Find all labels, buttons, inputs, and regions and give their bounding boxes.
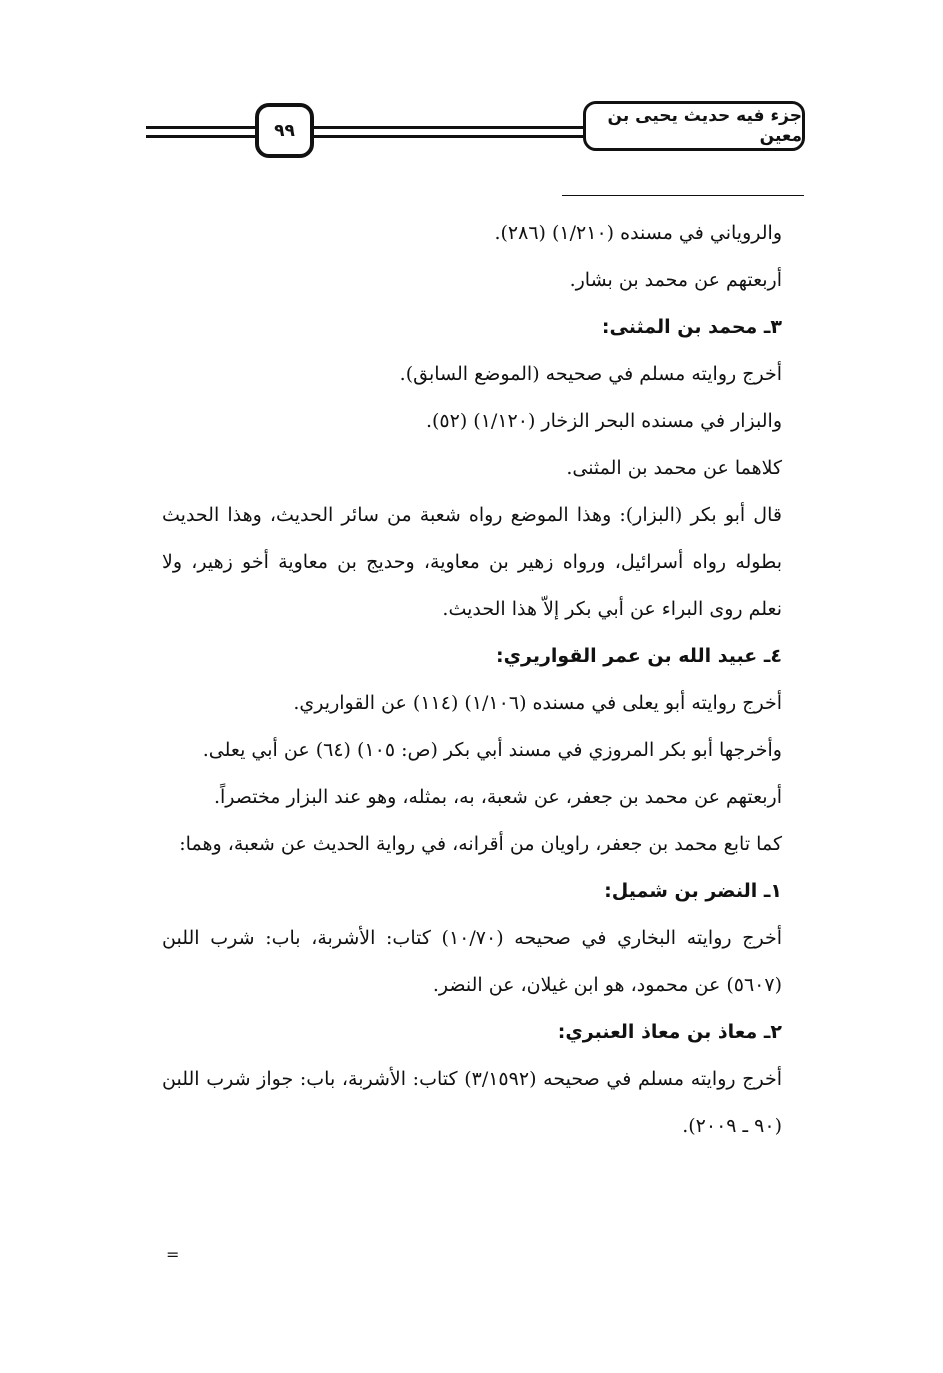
page-number: ٩٩	[255, 103, 314, 158]
header-rule-bottom	[146, 135, 586, 138]
paragraph: أخرج روايته مسلم في صحيحه (٣/١٥٩٢) كتاب: الأشربة، باب: جواز شرب اللبن (٩٠ ـ ٢٠٠٩).	[162, 1068, 782, 1137]
page-body	[162, 210, 782, 1150]
paragraph: قال أبو بكر (البزار): وهذا الموضع رواه شعبة من سائر الحديث، وهذا الحديث بطوله رواه أسرائيل، ورواه زهير بن معاوية، وحديج بن معاوية أخو زهير، ولا نعلم روى البراء عن أبي بكر إلاّ هذا الحديث.	[162, 504, 782, 620]
paragraph: أخرج روايته البخاري في صحيحه (١٠/٧٠) كتاب: الأشربة، باب: شرب اللبن (٥٦٠٧) عن محمود، هو ابن غيلان، عن النضر.	[162, 927, 782, 996]
paragraph: كما تابع محمد بن جعفر، راويان من أقرانه، في رواية الحديث عن شعبة، وهما:	[179, 833, 782, 855]
continuation-mark: =	[166, 1245, 180, 1264]
paragraph: أخرج روايته مسلم في صحيحه (الموضع السابق).	[399, 363, 782, 385]
paragraph: وأخرجها أبو بكر المروزي في مسند أبي بكر (ص: ١٠٥) (٦٤) عن أبي يعلى.	[202, 739, 782, 761]
paragraph: والروياني في مسنده (١/٢١٠) (٢٨٦).	[494, 222, 782, 244]
section-heading: ٤ـ عبيد الله بن عمر القواريري:	[496, 645, 782, 667]
book-title: جزء فيه حديث يحيى بن معين	[583, 101, 805, 151]
header-rule-top	[146, 126, 586, 129]
paragraph: كلاهما عن محمد بن المثنى.	[566, 457, 782, 479]
section-heading: ٢ـ معاذ بن معاذ العنبري:	[557, 1021, 782, 1043]
section-heading: ١ـ النضر بن شميل:	[604, 880, 782, 902]
paragraph: أربعتهم عن محمد بن بشار.	[569, 269, 782, 291]
section-heading: ٣ـ محمد بن المثنى:	[601, 316, 782, 338]
paragraph: والبزار في مسنده البحر الزخار (١/١٢٠) (٥٢).	[425, 410, 782, 432]
paragraph: أخرج روايته أبو يعلى في مسنده (١/١٠٦) (١١٤) عن القواريري.	[293, 692, 782, 714]
footnote-separator	[562, 195, 804, 196]
paragraph: أربعتهم عن محمد بن جعفر، عن شعبة، به، بمثله، وهو عند البزار مختصراً.	[213, 786, 782, 808]
